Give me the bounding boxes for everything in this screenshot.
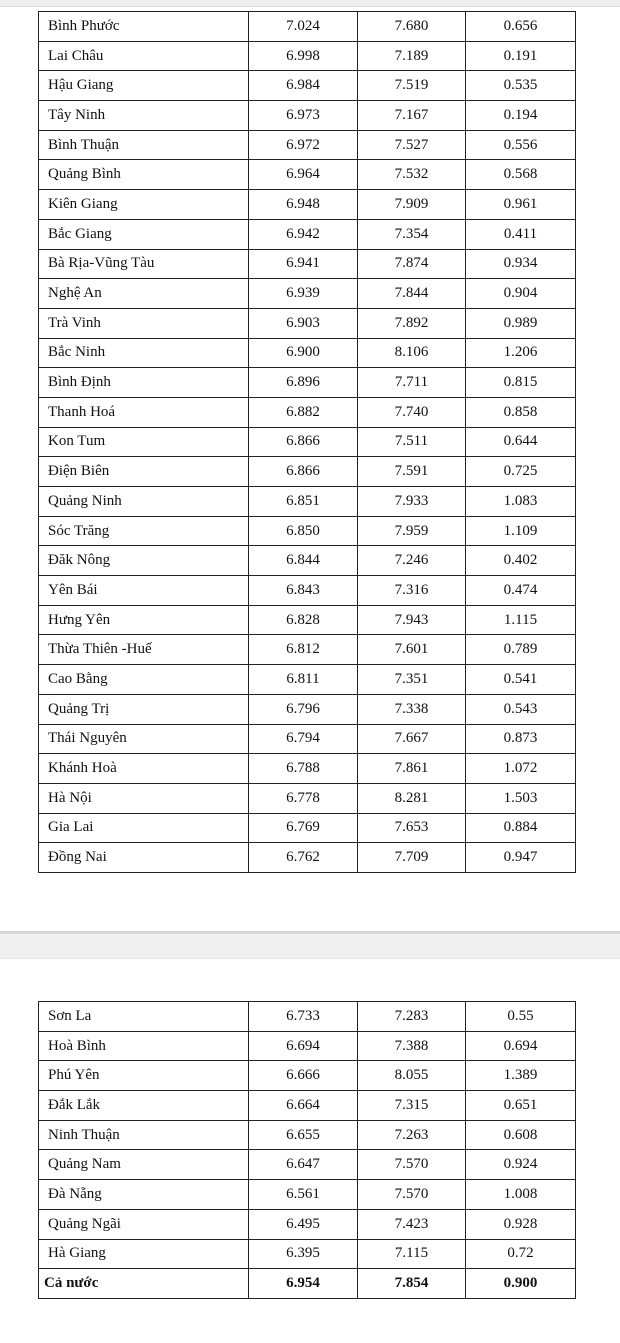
score-2-cell: 7.423 [358,1209,466,1239]
difference-cell: 0.556 [466,130,576,160]
table-row [39,694,576,724]
score-1-cell: 6.843 [249,576,358,606]
score-1-cell: 6.903 [249,308,358,338]
table-body [39,1002,576,1299]
table-row [39,813,576,843]
score-1-cell: 6.769 [249,813,358,843]
table-row [39,635,576,665]
table-row [39,219,576,249]
difference-cell: 0.651 [466,1091,576,1121]
score-2-cell: 7.189 [358,41,466,71]
score-1-cell: 6.942 [249,219,358,249]
difference-cell: 0.568 [466,160,576,190]
difference-cell: 0.474 [466,576,576,606]
page-break [0,931,620,959]
score-2-cell: 7.653 [358,813,466,843]
difference-cell: 0.884 [466,813,576,843]
total-row [39,1269,576,1299]
difference-cell: 1.083 [466,487,576,517]
score-1-cell: 6.850 [249,516,358,546]
score-2-cell: 7.283 [358,1002,466,1032]
score-2-cell: 7.263 [358,1120,466,1150]
province-cell: Quảng Bình [39,160,249,190]
province-score-table-page-2 [38,1001,576,1299]
province-cell: Hoà Bình [39,1031,249,1061]
score-1-cell: 6.811 [249,665,358,695]
province-cell: Kiên Giang [39,190,249,220]
difference-cell: 0.989 [466,308,576,338]
score-1-cell: 6.866 [249,457,358,487]
table-row [39,1239,576,1269]
province-cell: Bắc Ninh [39,338,249,368]
table-row [39,249,576,279]
score-1-cell: 6.395 [249,1239,358,1269]
total-score-2: 7.854 [358,1269,466,1299]
table-row [39,368,576,398]
score-2-cell: 7.246 [358,546,466,576]
score-1-cell: 6.796 [249,694,358,724]
table-row [39,665,576,695]
province-cell: Bà Rịa-Vũng Tàu [39,249,249,279]
score-2-cell: 7.167 [358,101,466,131]
province-cell: Đắk Lắk [39,1091,249,1121]
difference-cell: 0.608 [466,1120,576,1150]
score-1-cell: 6.788 [249,754,358,784]
table-row [39,1180,576,1210]
table-row [39,457,576,487]
total-label: Cả nước [39,1269,249,1299]
score-1-cell: 6.941 [249,249,358,279]
table-row [39,427,576,457]
difference-cell: 0.535 [466,71,576,101]
difference-cell: 0.789 [466,635,576,665]
score-1-cell: 6.851 [249,487,358,517]
score-2-cell: 7.315 [358,1091,466,1121]
province-cell: Kon Tum [39,427,249,457]
difference-cell: 0.928 [466,1209,576,1239]
province-cell: Yên Bái [39,576,249,606]
province-cell: Điện Biên [39,457,249,487]
table-row [39,160,576,190]
province-cell: Ninh Thuận [39,1120,249,1150]
difference-cell: 0.191 [466,41,576,71]
score-1-cell: 6.655 [249,1120,358,1150]
province-cell: Khánh Hoà [39,754,249,784]
difference-cell: 0.72 [466,1239,576,1269]
score-2-cell: 7.874 [358,249,466,279]
score-2-cell: 7.338 [358,694,466,724]
difference-cell: 1.389 [466,1061,576,1091]
score-1-cell: 6.733 [249,1002,358,1032]
table-row [39,1091,576,1121]
score-2-cell: 7.570 [358,1150,466,1180]
score-1-cell: 6.948 [249,190,358,220]
difference-cell: 1.115 [466,605,576,635]
table-row [39,487,576,517]
score-1-cell: 6.495 [249,1209,358,1239]
table-row [39,516,576,546]
score-1-cell: 6.664 [249,1091,358,1121]
province-cell: Quảng Nam [39,1150,249,1180]
score-1-cell: 6.844 [249,546,358,576]
table-body [39,12,576,873]
score-2-cell: 7.943 [358,605,466,635]
score-1-cell: 6.778 [249,783,358,813]
score-1-cell: 6.882 [249,397,358,427]
difference-cell: 0.402 [466,546,576,576]
score-2-cell: 7.527 [358,130,466,160]
province-cell: Đồng Nai [39,843,249,873]
table-row [39,190,576,220]
difference-cell: 0.904 [466,279,576,309]
score-2-cell: 7.316 [358,576,466,606]
table-row [39,1061,576,1091]
table-row [39,783,576,813]
score-1-cell: 6.694 [249,1031,358,1061]
score-2-cell: 8.055 [358,1061,466,1091]
difference-cell: 0.194 [466,101,576,131]
difference-cell: 1.206 [466,338,576,368]
score-2-cell: 8.281 [358,783,466,813]
score-1-cell: 6.973 [249,101,358,131]
table-row [39,130,576,160]
difference-cell: 0.924 [466,1150,576,1180]
score-1-cell: 6.561 [249,1180,358,1210]
score-1-cell: 6.666 [249,1061,358,1091]
score-2-cell: 7.933 [358,487,466,517]
difference-cell: 0.947 [466,843,576,873]
difference-cell: 0.694 [466,1031,576,1061]
score-1-cell: 6.984 [249,71,358,101]
table-row [39,1150,576,1180]
score-2-cell: 7.115 [358,1239,466,1269]
table-row [39,12,576,42]
province-cell: Cao Bằng [39,665,249,695]
score-1-cell: 6.900 [249,338,358,368]
difference-cell: 0.656 [466,12,576,42]
score-2-cell: 7.601 [358,635,466,665]
score-1-cell: 6.896 [249,368,358,398]
total-score-1: 6.954 [249,1269,358,1299]
score-2-cell: 7.909 [358,190,466,220]
score-1-cell: 6.828 [249,605,358,635]
difference-cell: 0.725 [466,457,576,487]
score-2-cell: 7.740 [358,397,466,427]
score-2-cell: 7.892 [358,308,466,338]
score-2-cell: 7.532 [358,160,466,190]
viewer-top-bar [0,0,620,7]
province-cell: Đà Nẵng [39,1180,249,1210]
score-2-cell: 7.959 [358,516,466,546]
province-cell: Bình Thuận [39,130,249,160]
table-row [39,338,576,368]
province-cell: Bình Định [39,368,249,398]
province-cell: Hậu Giang [39,71,249,101]
table-row [39,546,576,576]
province-cell: Đăk Nông [39,546,249,576]
difference-cell: 0.815 [466,368,576,398]
table-row [39,308,576,338]
score-2-cell: 7.711 [358,368,466,398]
total-difference: 0.900 [466,1269,576,1299]
difference-cell: 0.873 [466,724,576,754]
difference-cell: 0.934 [466,249,576,279]
table-row [39,71,576,101]
province-score-table-page-1 [38,11,576,873]
score-2-cell: 7.570 [358,1180,466,1210]
score-1-cell: 6.794 [249,724,358,754]
province-cell: Quảng Ngãi [39,1209,249,1239]
difference-cell: 0.541 [466,665,576,695]
score-1-cell: 6.939 [249,279,358,309]
province-cell: Gia Lai [39,813,249,843]
province-cell: Thái Nguyên [39,724,249,754]
table-row [39,1031,576,1061]
province-cell: Hà Giang [39,1239,249,1269]
province-cell: Bắc Giang [39,219,249,249]
score-1-cell: 6.964 [249,160,358,190]
table-row [39,605,576,635]
score-2-cell: 7.388 [358,1031,466,1061]
table-row [39,576,576,606]
table-row [39,754,576,784]
table-row [39,1002,576,1032]
province-cell: Phú Yên [39,1061,249,1091]
table-row [39,397,576,427]
province-cell: Hà Nội [39,783,249,813]
score-1-cell: 6.866 [249,427,358,457]
difference-cell: 0.543 [466,694,576,724]
difference-cell: 0.644 [466,427,576,457]
table-row [39,279,576,309]
score-1-cell: 6.647 [249,1150,358,1180]
score-1-cell: 7.024 [249,12,358,42]
score-2-cell: 7.709 [358,843,466,873]
table-row [39,724,576,754]
score-2-cell: 7.511 [358,427,466,457]
table-row [39,1209,576,1239]
province-cell: Thừa Thiên -Huế [39,635,249,665]
province-cell: Quảng Trị [39,694,249,724]
province-cell: Quảng Ninh [39,487,249,517]
score-2-cell: 7.591 [358,457,466,487]
difference-cell: 0.55 [466,1002,576,1032]
difference-cell: 1.072 [466,754,576,784]
score-2-cell: 8.106 [358,338,466,368]
province-cell: Trà Vinh [39,308,249,338]
table-row [39,1120,576,1150]
score-2-cell: 7.861 [358,754,466,784]
difference-cell: 0.411 [466,219,576,249]
province-cell: Tây Ninh [39,101,249,131]
score-2-cell: 7.680 [358,12,466,42]
table-row [39,41,576,71]
table-row [39,101,576,131]
difference-cell: 0.961 [466,190,576,220]
score-1-cell: 6.998 [249,41,358,71]
province-cell: Hưng Yên [39,605,249,635]
score-2-cell: 7.667 [358,724,466,754]
difference-cell: 1.008 [466,1180,576,1210]
difference-cell: 1.109 [466,516,576,546]
score-2-cell: 7.354 [358,219,466,249]
province-cell: Lai Châu [39,41,249,71]
province-cell: Nghệ An [39,279,249,309]
score-1-cell: 6.762 [249,843,358,873]
difference-cell: 0.858 [466,397,576,427]
difference-cell: 1.503 [466,783,576,813]
table-row [39,843,576,873]
score-2-cell: 7.519 [358,71,466,101]
score-2-cell: 7.351 [358,665,466,695]
score-2-cell: 7.844 [358,279,466,309]
score-1-cell: 6.812 [249,635,358,665]
province-cell: Sóc Trăng [39,516,249,546]
province-cell: Thanh Hoá [39,397,249,427]
province-cell: Bình Phước [39,12,249,42]
score-1-cell: 6.972 [249,130,358,160]
province-cell: Sơn La [39,1002,249,1032]
